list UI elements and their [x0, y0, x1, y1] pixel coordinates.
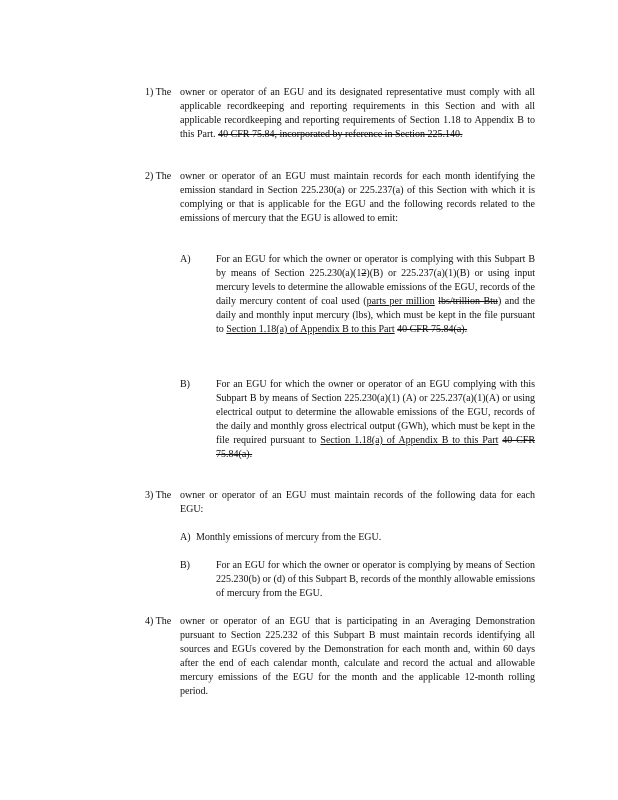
subitem-3b-text: For an EGU for which the owner or operator is complying by means of Section 225.230(b) or (d) of this Subpart B, records of the monthly allowable emissions of mercury from the EGU. [216, 560, 535, 599]
subitem-a-underlined-1: parts per million [366, 296, 435, 307]
subitem-3a-label: A) [180, 532, 191, 543]
paragraph-3-number: 3) The [145, 490, 172, 501]
subitem-3b-label: B) [180, 560, 190, 571]
paragraph-2-text: owner or operator of an EGU must maintain records for each month identifying the emission standard in Section 225.230(a) or 225.237(a) of this Section with which it is complying or that is applicable for the EGU and the following records related to the emissions of mercury that the EGU is allowed to emit: [180, 171, 535, 224]
paragraph-2-subitem-b [180, 378, 535, 462]
subitem-a-struck-2: 40 CFR 75.84(a). [397, 324, 468, 335]
subitem-b-underlined: Section 1.18(a) of Appendix B to this Part [320, 435, 499, 446]
paragraph-3-text: owner or operator of an EGU must maintain records of the following data for each EGU: [180, 490, 535, 515]
subitem-a-struck-inline: 2 [361, 268, 367, 279]
paragraph-2-number: 2) The [145, 171, 172, 182]
subitem-a-struck-1: lbs/trillion Btu [438, 296, 498, 307]
subitem-b-label: B) [180, 379, 190, 390]
paragraph-3-subitem-a [180, 531, 535, 545]
paragraph-1-struck-text: 40 CFR 75.84, incorporated by reference in Section 225.140. [218, 129, 463, 140]
paragraph-2 [145, 170, 535, 226]
paragraph-1-text: owner or operator of an EGU and its designated representative must comply with all applicable recordkeeping and reporting requirements in this Section and with all applicable recordkeeping and reporting requirements of Section 1.18 to Appendix B to this Part. [180, 87, 535, 140]
paragraph-4-number: 4) The [145, 616, 172, 627]
subitem-a-text: For an EGU for which the owner or operator is complying with this Subpart B by means of Section 225.230(a)(1 [216, 254, 535, 279]
paragraph-1 [145, 86, 535, 142]
paragraph-3 [145, 489, 535, 517]
paragraph-4-text: owner or operator of an EGU that is participating in an Averaging Demonstration pursuant to Section 225.232 of this Subpart B must maintain records identifying all sources and EGUs covered by the Demonstration for each month and, within 60 days after the end of each calendar month, calculate and record the actual and allowable mercury emissions of the EGU for the month and the applicable 12-month rolling period. [180, 616, 535, 697]
subitem-a-text-after: ) and the daily and monthly input mercury (lbs), which must be kept in the file pursuant to [216, 296, 535, 335]
subitem-3a-text: Monthly emissions of mercury from the EGU. [196, 532, 382, 543]
subitem-b-struck: 40 CFR 75.84(a). [216, 435, 536, 460]
subitem-a-label: A) [180, 254, 191, 265]
subitem-a-underlined-2: Section 1.18(a) of Appendix B to this Part [226, 324, 395, 335]
paragraph-4 [145, 615, 535, 699]
paragraph-3-subitem-b [180, 559, 535, 601]
paragraph-2-subitem-a [180, 253, 535, 337]
subitem-a-text-mid: )(B) or 225.237(a)(1)(B) or using input mercury levels to determine the allowable emissions of the EGU, records of the daily mercury content of coal used ( [216, 268, 535, 307]
paragraph-1-number: 1) The [145, 87, 172, 98]
subitem-b-text: For an EGU for which the owner or operator of an EGU complying with this Subpart B by means of Section 225.230(a)(1) (A) or 225.237(a)(1)(A) or using electrical output to determine the allowable emissions of the EGU, records of the daily and monthly gross electrical output (GWh), which must be kept in the file required pursuant to [216, 379, 535, 446]
